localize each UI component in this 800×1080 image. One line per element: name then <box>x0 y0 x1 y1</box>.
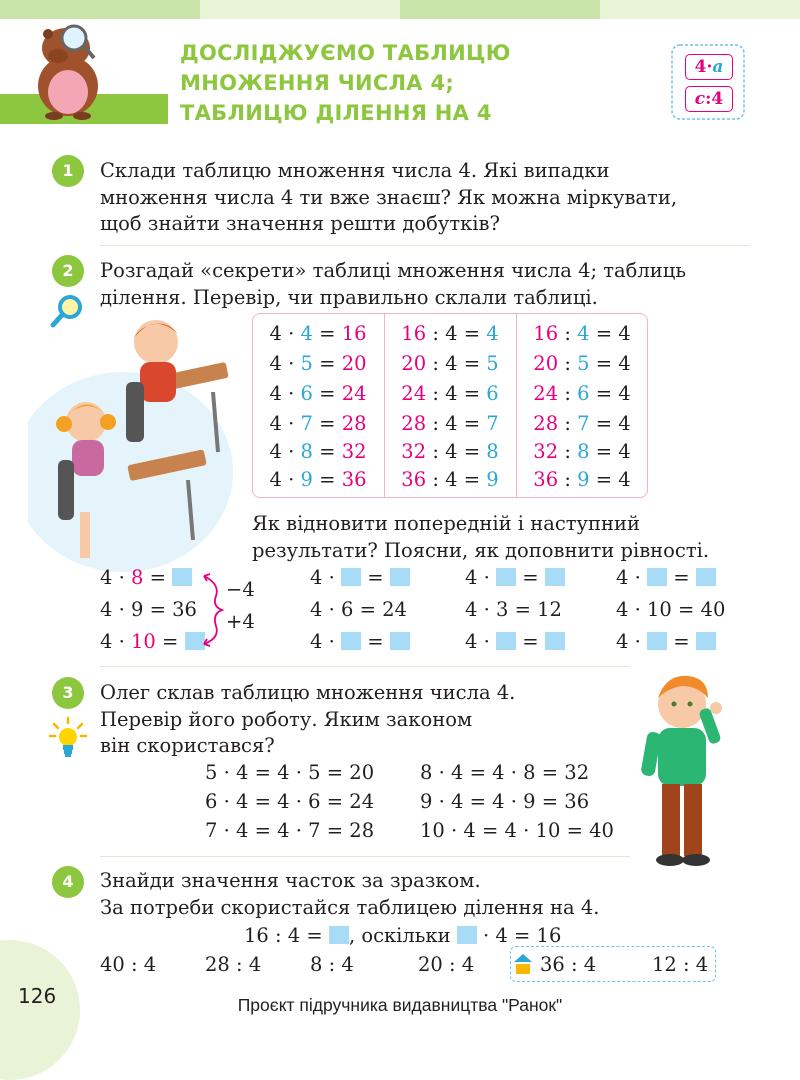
task-3-text <box>100 680 515 760</box>
commutative-equation: 10 · 4 = 4 · 10 = 40 <box>420 819 614 842</box>
table-row: 36 : 9 = 4 <box>533 468 631 491</box>
table-column-division-a <box>384 314 515 497</box>
page-number: 126 <box>18 984 57 1008</box>
top-bar-3 <box>400 0 600 19</box>
quotient-item: 40 : 4 <box>100 953 157 976</box>
topic-badge <box>669 42 747 122</box>
equation-known: 4 · 9 = 36 <box>100 598 197 621</box>
equation-blank: 4 · = <box>465 566 565 589</box>
quotient-item: 36 : 4 <box>540 953 597 976</box>
table-row: 4 · 7 = 28 <box>269 412 367 435</box>
table-row: 4 · 8 = 32 <box>269 440 367 463</box>
badge-expression-top: 4·a <box>685 54 733 80</box>
quotient-item: 12 : 4 <box>652 953 709 976</box>
table-row: 36 : 4 = 9 <box>401 468 499 491</box>
title-line-3: ТАБЛИЦЮ ДІЛЕННЯ НА 4 <box>180 101 492 125</box>
task-2-text <box>100 258 686 311</box>
task-2-question-line-2: результати? Поясни, як доповнити рівності. <box>252 538 710 562</box>
task-3-line-3: він скористався? <box>100 734 275 757</box>
task-4-line-2: За потреби скористайся таблицею ділення на 4. <box>100 895 600 919</box>
commutative-equation: 9 · 4 = 4 · 9 = 36 <box>420 790 590 813</box>
answer-box[interactable] <box>390 632 410 650</box>
equation-blank: 4 · = <box>310 566 410 589</box>
answer-box[interactable] <box>545 632 565 650</box>
equation-blank: 4 · = <box>465 630 565 653</box>
task-1-line-2: множення числа 4 ти вже знаєш? Як можна міркувати, <box>100 185 678 209</box>
table-row: 4 · 6 = 24 <box>269 382 367 405</box>
answer-box[interactable] <box>457 926 477 944</box>
top-bar-4 <box>600 0 800 19</box>
multiplication-division-table <box>252 313 648 498</box>
badge-expression-bottom: c:4 <box>685 86 733 112</box>
table-row: 16 : 4 = 4 <box>401 322 499 345</box>
task-3-line-1: Олег склав таблицю множення числа 4. <box>100 681 516 704</box>
answer-box[interactable] <box>696 632 716 650</box>
task-2-line-2: ділення. Перевір, чи правильно склали таблиці. <box>100 285 598 309</box>
answer-box[interactable] <box>647 568 667 586</box>
task-4-text <box>100 868 599 921</box>
task-1-text <box>100 158 677 238</box>
equation-next: 4 · 10 = <box>100 630 205 653</box>
sample-solution: 16 : 4 = , оскільки · 4 = 16 <box>244 924 562 947</box>
task-1-number: 1 <box>52 155 84 187</box>
top-bar-2 <box>200 0 400 19</box>
table-row: 32 : 4 = 8 <box>401 440 499 463</box>
task-1-line-1: Склади таблицю множення числа 4. Які випадки <box>100 159 610 182</box>
commutative-equation: 8 · 4 = 4 · 8 = 32 <box>420 761 590 784</box>
table-row: 20 : 5 = 4 <box>533 352 631 375</box>
brace-arrows-icon <box>198 570 228 650</box>
quotient-item: 20 : 4 <box>418 953 475 976</box>
equation-known: 4 · 3 = 12 <box>465 598 562 621</box>
table-row: 4 · 5 = 20 <box>269 352 367 375</box>
table-row: 32 : 8 = 4 <box>533 440 631 463</box>
commutative-equation: 7 · 4 = 4 · 7 = 28 <box>205 819 375 842</box>
table-row: 28 : 4 = 7 <box>401 412 499 435</box>
table-column-division-b <box>516 314 647 497</box>
task-4-number: 4 <box>52 866 84 898</box>
table-row: 16 : 4 = 4 <box>533 322 631 345</box>
separator-3 <box>100 856 630 857</box>
table-row: 4 · 4 = 16 <box>269 322 367 345</box>
task-2-question-line-1: Як відновити попередній і наступний <box>252 512 641 535</box>
capybara-mascot-icon <box>28 22 108 120</box>
table-column-multiplication <box>253 314 383 497</box>
answer-box[interactable] <box>496 632 516 650</box>
equation-blank: 4 · = <box>616 566 716 589</box>
commutative-equation: 5 · 4 = 4 · 5 = 20 <box>205 761 375 784</box>
equation-prev: 4 · 8 = <box>100 566 192 589</box>
task-4-line-1: Знайди значення часток за зразком. <box>100 869 481 892</box>
footer-publisher: Проєкт підручника видавництва "Ранок" <box>237 995 563 1015</box>
answer-box[interactable] <box>545 568 565 586</box>
separator-2 <box>100 666 630 667</box>
answer-box[interactable] <box>647 632 667 650</box>
quotient-item: 28 : 4 <box>205 953 262 976</box>
boy-oleg-illustration <box>636 668 730 868</box>
title-line-2: МНОЖЕННЯ ЧИСЛА 4; <box>180 71 455 95</box>
equation-blank: 4 · = <box>310 630 410 653</box>
task-3-number: 3 <box>52 677 84 709</box>
answer-box[interactable] <box>496 568 516 586</box>
minus-four-label: −4 <box>226 578 255 601</box>
answer-box[interactable] <box>341 568 361 586</box>
equation-known: 4 · 10 = 40 <box>616 598 726 621</box>
lightbulb-icon <box>48 716 88 760</box>
table-row: 20 : 4 = 5 <box>401 352 499 375</box>
answer-box[interactable] <box>341 632 361 650</box>
top-bar-1 <box>0 0 200 19</box>
commutative-equation: 6 · 4 = 4 · 6 = 24 <box>205 790 375 813</box>
page-title <box>180 38 620 128</box>
answer-box[interactable] <box>390 568 410 586</box>
equation-known: 4 · 6 = 24 <box>310 598 407 621</box>
quotient-item: 8 : 4 <box>310 953 354 976</box>
separator-1 <box>100 245 750 246</box>
table-row: 28 : 7 = 4 <box>533 412 631 435</box>
task-1-line-3: щоб знайти значення решти добутків? <box>100 212 500 235</box>
house-icon <box>512 952 534 976</box>
answer-box[interactable] <box>329 926 349 944</box>
plus-four-label: +4 <box>226 610 255 633</box>
task-2-question <box>252 511 709 564</box>
children-at-desks-illustration <box>28 312 250 572</box>
answer-box[interactable] <box>172 568 192 586</box>
title-line-1: ДОСЛІДЖУЄМО ТАБЛИЦЮ <box>180 41 511 65</box>
task-2-line-1: Розгадай «секрети» таблиці множення числа 4; таблиць <box>100 259 686 282</box>
table-row: 24 : 6 = 4 <box>533 382 631 405</box>
task-3-line-2: Перевір його роботу. Яким законом <box>100 707 473 731</box>
equation-blank: 4 · = <box>616 630 716 653</box>
table-row: 4 · 9 = 36 <box>269 468 367 491</box>
task-2-number: 2 <box>52 255 84 287</box>
answer-box[interactable] <box>696 568 716 586</box>
table-row: 24 : 4 = 6 <box>401 382 499 405</box>
